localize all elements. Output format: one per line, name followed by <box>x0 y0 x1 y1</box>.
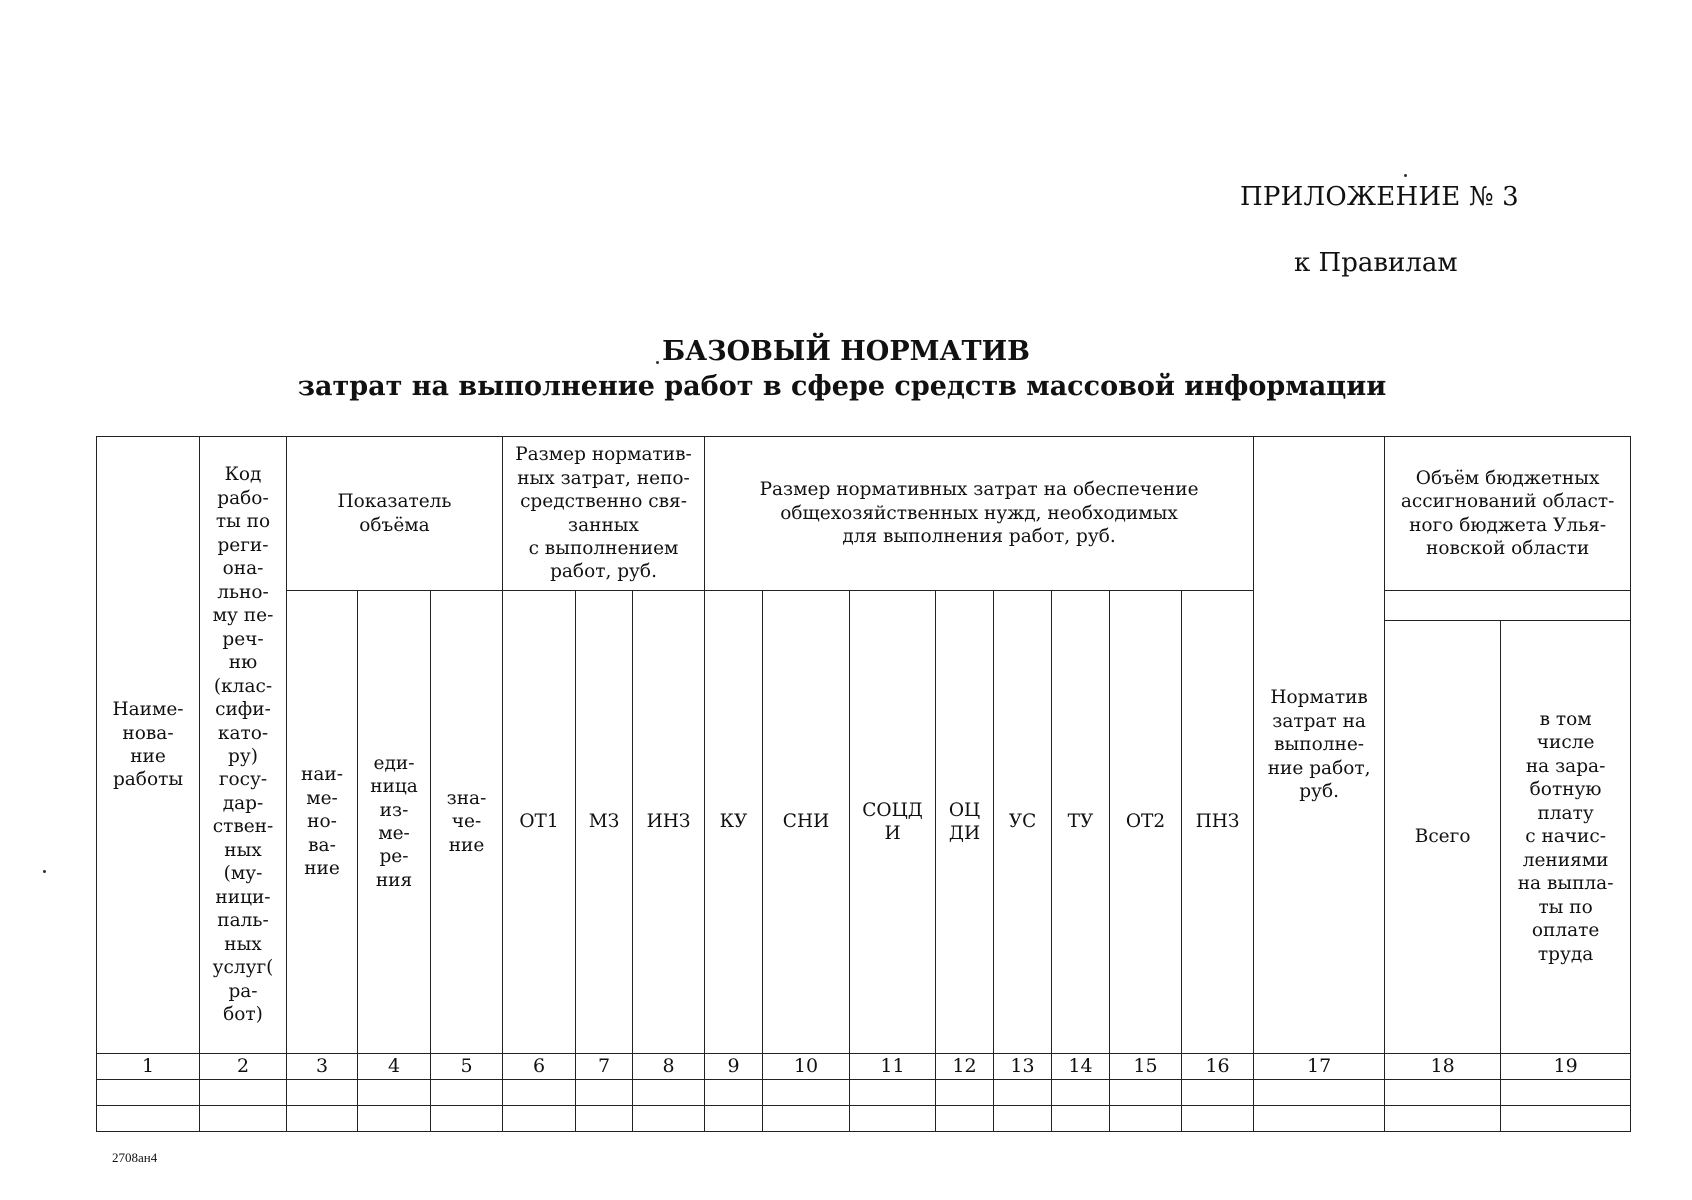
document-subtitle: затрат на выполнение работ в сфере средств массовой информации <box>297 371 1387 402</box>
column-number: 4 <box>358 1054 431 1080</box>
column-number: 1 <box>97 1054 200 1080</box>
table-cell <box>97 1080 200 1106</box>
column-number: 11 <box>850 1054 936 1080</box>
table-cell <box>763 1106 850 1132</box>
table-cell <box>431 1080 503 1106</box>
header-cost-norm: Норматив затрат на выполне- ние работ, руб. <box>1254 437 1385 1054</box>
table-cell <box>287 1106 358 1132</box>
header-ot2: ОТ2 <box>1110 591 1182 1054</box>
document-title: БАЗОВЫЙ НОРМАТИВ <box>662 336 1030 367</box>
document-code: 2708ан4 <box>112 1150 158 1165</box>
column-number: 15 <box>1110 1054 1182 1080</box>
table-cell <box>850 1080 936 1106</box>
table-cell <box>287 1080 358 1106</box>
table-cell <box>1052 1106 1110 1132</box>
column-number: 19 <box>1501 1054 1631 1080</box>
header-ku: КУ <box>705 591 763 1054</box>
table-cell <box>576 1106 633 1132</box>
table-cell <box>936 1080 994 1106</box>
table-cell <box>1501 1106 1631 1132</box>
column-number: 13 <box>994 1054 1052 1080</box>
header-mz: МЗ <box>576 591 633 1054</box>
header-pnz: ПНЗ <box>1182 591 1254 1054</box>
table-cell <box>1182 1080 1254 1106</box>
column-number: 12 <box>936 1054 994 1080</box>
header-general-costs: Размер нормативных затрат на обеспечение общехозяйственных нужд, необходимых для выполнения работ, руб. <box>705 437 1254 591</box>
table-cell <box>576 1080 633 1106</box>
column-number: 7 <box>576 1054 633 1080</box>
appendix-number: ПРИЛОЖЕНИЕ № 3 <box>1240 182 1519 212</box>
column-number: 18 <box>1385 1054 1501 1080</box>
header-ot1: ОТ1 <box>503 591 576 1054</box>
header-ocdi: ОЦ ДИ <box>936 591 994 1054</box>
column-number: 6 <box>503 1054 576 1080</box>
table-cell <box>994 1106 1052 1132</box>
table-cell <box>503 1106 576 1132</box>
table-cell <box>97 1106 200 1132</box>
header-budget-salary: в том числе на зара- ботную плату с начис- лениями на выпла- ты по оплате труда <box>1501 621 1631 1054</box>
header-direct-costs: Размер норматив- ных затрат, непо- средственно свя- занных с выполнением работ, руб. <box>503 437 705 591</box>
table-cell <box>1385 1080 1501 1106</box>
table-cell <box>936 1106 994 1132</box>
table-cell <box>705 1080 763 1106</box>
table-cell <box>633 1106 705 1132</box>
table-cell <box>358 1106 431 1132</box>
table-cell <box>1182 1106 1254 1132</box>
header-volume-name: наи- ме- но- ва- ние <box>287 591 358 1054</box>
scan-speck <box>656 361 659 364</box>
header-work-name: Наиме- нова- ние работы <box>97 437 200 1054</box>
header-work-code: Код рабо- ты по реги- она- льно- му пе- реч- ню (клас- сифи- като- ру) госу- дар- ствен- ных (му- ници- паль- ных услуг( ра- бот) <box>200 437 287 1054</box>
header-budget-total: Всего <box>1385 621 1501 1054</box>
table-cell <box>200 1106 287 1132</box>
table-cell <box>1385 1106 1501 1132</box>
column-number: 3 <box>287 1054 358 1080</box>
column-number: 17 <box>1254 1054 1385 1080</box>
header-budget-spacer <box>1385 591 1631 621</box>
table-cell <box>1254 1080 1385 1106</box>
header-tu: ТУ <box>1052 591 1110 1054</box>
column-number: 9 <box>705 1054 763 1080</box>
table-cell <box>503 1080 576 1106</box>
table-cell <box>358 1080 431 1106</box>
header-us: УС <box>994 591 1052 1054</box>
header-sni: СНИ <box>763 591 850 1054</box>
table-cell <box>1501 1080 1631 1106</box>
header-inz: ИНЗ <box>633 591 705 1054</box>
header-volume-value: зна- че- ние <box>431 591 503 1054</box>
column-number: 2 <box>200 1054 287 1080</box>
column-number: 16 <box>1182 1054 1254 1080</box>
table-cell <box>763 1080 850 1106</box>
header-budget-allocations: Объём бюджетных ассигнований област- ного бюджета Улья- новской области <box>1385 437 1631 591</box>
norm-table <box>96 436 1631 1132</box>
scan-speck <box>43 870 46 873</box>
table-cell <box>1052 1080 1110 1106</box>
table-cell <box>200 1080 287 1106</box>
table-cell <box>1110 1106 1182 1132</box>
column-number: 8 <box>633 1054 705 1080</box>
appendix-reference: к Правилам <box>1294 248 1458 278</box>
scan-speck <box>1404 174 1407 177</box>
table-cell <box>994 1080 1052 1106</box>
column-number: 10 <box>763 1054 850 1080</box>
header-socdi: СОЦД И <box>850 591 936 1054</box>
header-volume-indicator: Показатель объёма <box>287 437 503 591</box>
table-cell <box>633 1080 705 1106</box>
header-volume-unit: еди- ница из- ме- ре- ния <box>358 591 431 1054</box>
table-cell <box>705 1106 763 1132</box>
table-row <box>97 1080 1631 1106</box>
table-row <box>97 1106 1631 1132</box>
column-number: 14 <box>1052 1054 1110 1080</box>
table-cell <box>1110 1080 1182 1106</box>
column-number: 5 <box>431 1054 503 1080</box>
table-cell <box>1254 1106 1385 1132</box>
table-cell <box>431 1106 503 1132</box>
table-cell <box>850 1106 936 1132</box>
